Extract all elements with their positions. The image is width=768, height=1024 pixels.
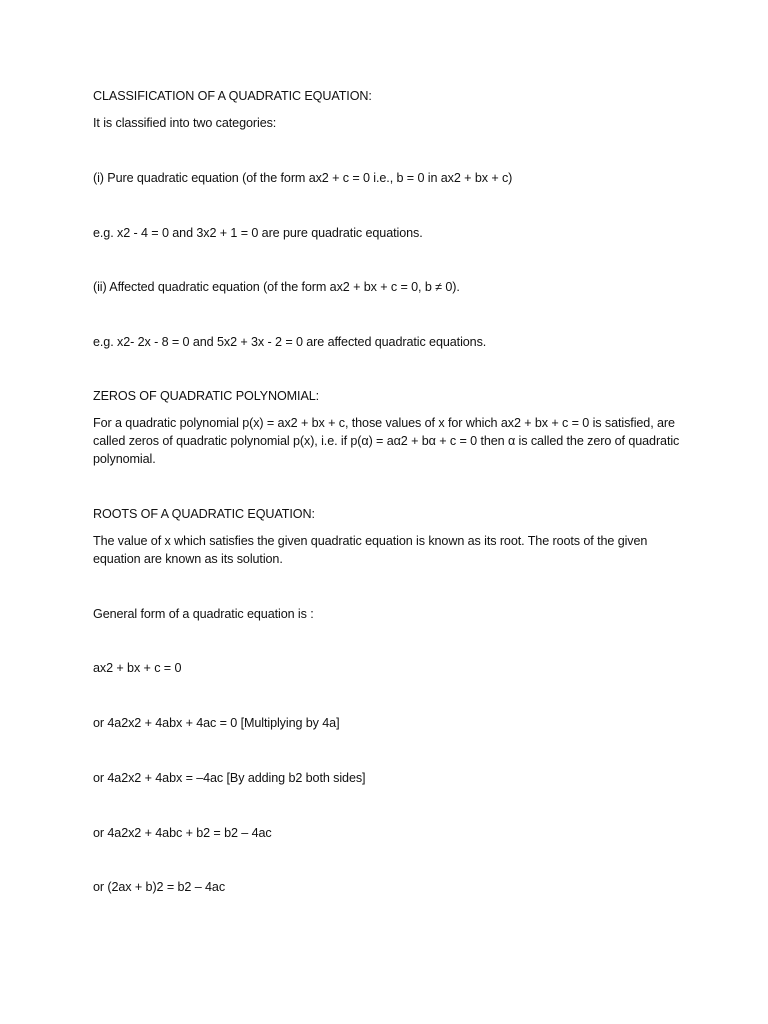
affected-example: e.g. x2- 2x - 8 = 0 and 5x2 + 3x - 2 = 0 are affected quadratic equations. bbox=[93, 335, 487, 349]
classified-intro: It is classified into two categories: bbox=[93, 116, 277, 130]
roots-paragraph: The value of x which satisfies the given quadratic equation is known as its root. The roots of the given equation are known as its solution. bbox=[93, 534, 648, 566]
general-form-intro: General form of a quadratic equation is : bbox=[93, 607, 314, 621]
pure-example: e.g. x2 - 4 = 0 and 3x2 + 1 = 0 are pure quadratic equations. bbox=[93, 226, 423, 240]
heading-zeros: ZEROS OF QUADRATIC POLYNOMIAL: bbox=[93, 389, 320, 403]
derivation-step-2: or 4a2x2 + 4abx + 4ac = 0 [Multiplying by 4a] bbox=[93, 716, 340, 730]
derivation-step-4: or 4a2x2 + 4abc + b2 = b2 – 4ac bbox=[93, 826, 272, 840]
heading-classification: CLASSIFICATION OF A QUADRATIC EQUATION: bbox=[93, 89, 372, 103]
derivation-step-3: or 4a2x2 + 4abx = –4ac [By adding b2 both sides] bbox=[93, 771, 366, 785]
derivation-step-5: or (2ax + b)2 = b2 – 4ac bbox=[93, 880, 226, 894]
pure-definition: (i) Pure quadratic equation (of the form ax2 + c = 0 i.e., b = 0 in ax2 + bx + c) bbox=[93, 171, 513, 185]
derivation-step-1: ax2 + bx + c = 0 bbox=[93, 661, 182, 675]
affected-definition: (ii) Affected quadratic equation (of the form ax2 + bx + c = 0, b ≠ 0). bbox=[93, 280, 460, 294]
zeros-paragraph: For a quadratic polynomial p(x) = ax2 + bx + c, those values of x for which ax2 + bx + c = 0 is satisfied, are called zeros of quadratic polynomial p(x), i.e. if p(α) = aα2 + bα + c = 0 then α is called the zero of quadratic polynomial. bbox=[93, 416, 680, 466]
heading-roots: ROOTS OF A QUADRATIC EQUATION: bbox=[93, 507, 315, 521]
